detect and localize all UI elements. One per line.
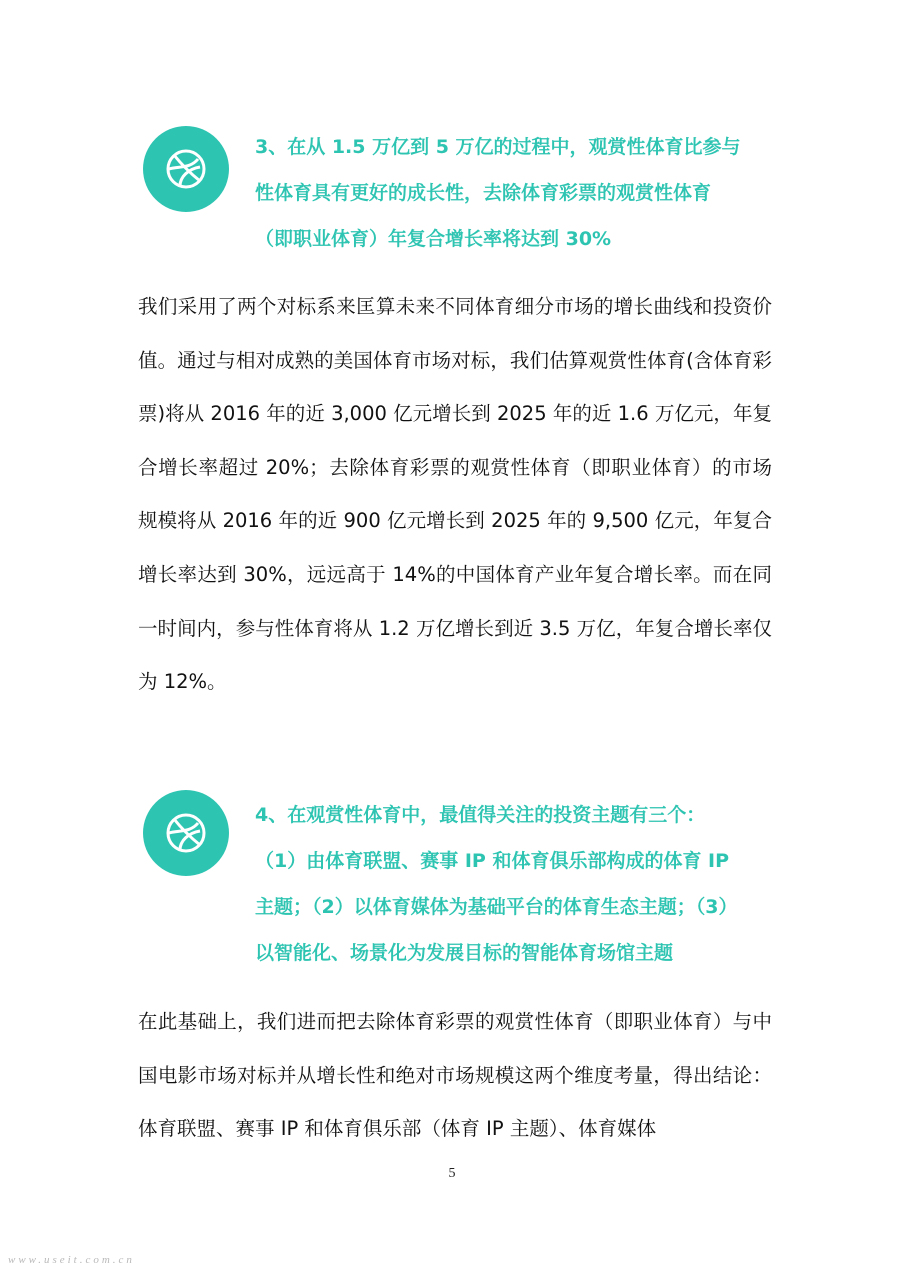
section-4-paragraph: 在此基础上，我们进而把去除体育彩票的观赏性体育（即职业体育）与中国电影市场对标并从增长性和绝对市场规模这两个维度考量，得出结论：体育联盟、赛事 IP 和体育俱乐部（体育 IP 主题）、体育媒体	[138, 1010, 772, 1141]
section-3-title: 3、在从 1.5 万亿到 5 万亿的过程中，观赏性体育比参与 性体育具有更好的成长性，去除体育彩票的观赏性体育 （即职业体育）年复合增长率将达到 30%	[255, 136, 741, 250]
basketball-icon	[164, 811, 208, 855]
watermark: www.useit.com.cn	[8, 1254, 135, 1266]
basketball-icon	[164, 147, 208, 191]
section-4-title: 4、在观赏性体育中，最值得关注的投资主题有三个： （1）由体育联盟、赛事 IP 和体育俱乐部构成的体育 IP 主题；（2）以体育媒体为基础平台的体育生态主题；（3） 以智能化、场景化为发展目标的智能体育场馆主题	[255, 804, 738, 964]
page-number: 5	[448, 1166, 456, 1181]
section-4-badge	[143, 790, 229, 876]
section-3-badge	[143, 126, 229, 212]
section-3-paragraph: 我们采用了两个对标系来匡算未来不同体育细分市场的增长曲线和投资价值。通过与相对成熟的美国体育市场对标，我们估算观赏性体育(含体育彩票)将从 2016 年的近 3,000 亿元增长到 2025 年的近 1.6 万亿元，年复合增长率超过 20%；去除体育彩票的观赏性体育（即职业体育）的市场规模将从 2016 年的近 900 亿元增长到 2025 年的 9,500 亿元，年复合增长率达到 30%，远远高于 14%的中国体育产业年复合增长率。而在同一时间内，参与性体育将从 1.2 万亿增长到近 3.5 万亿，年复合增长率仅为 12%。	[138, 295, 772, 694]
